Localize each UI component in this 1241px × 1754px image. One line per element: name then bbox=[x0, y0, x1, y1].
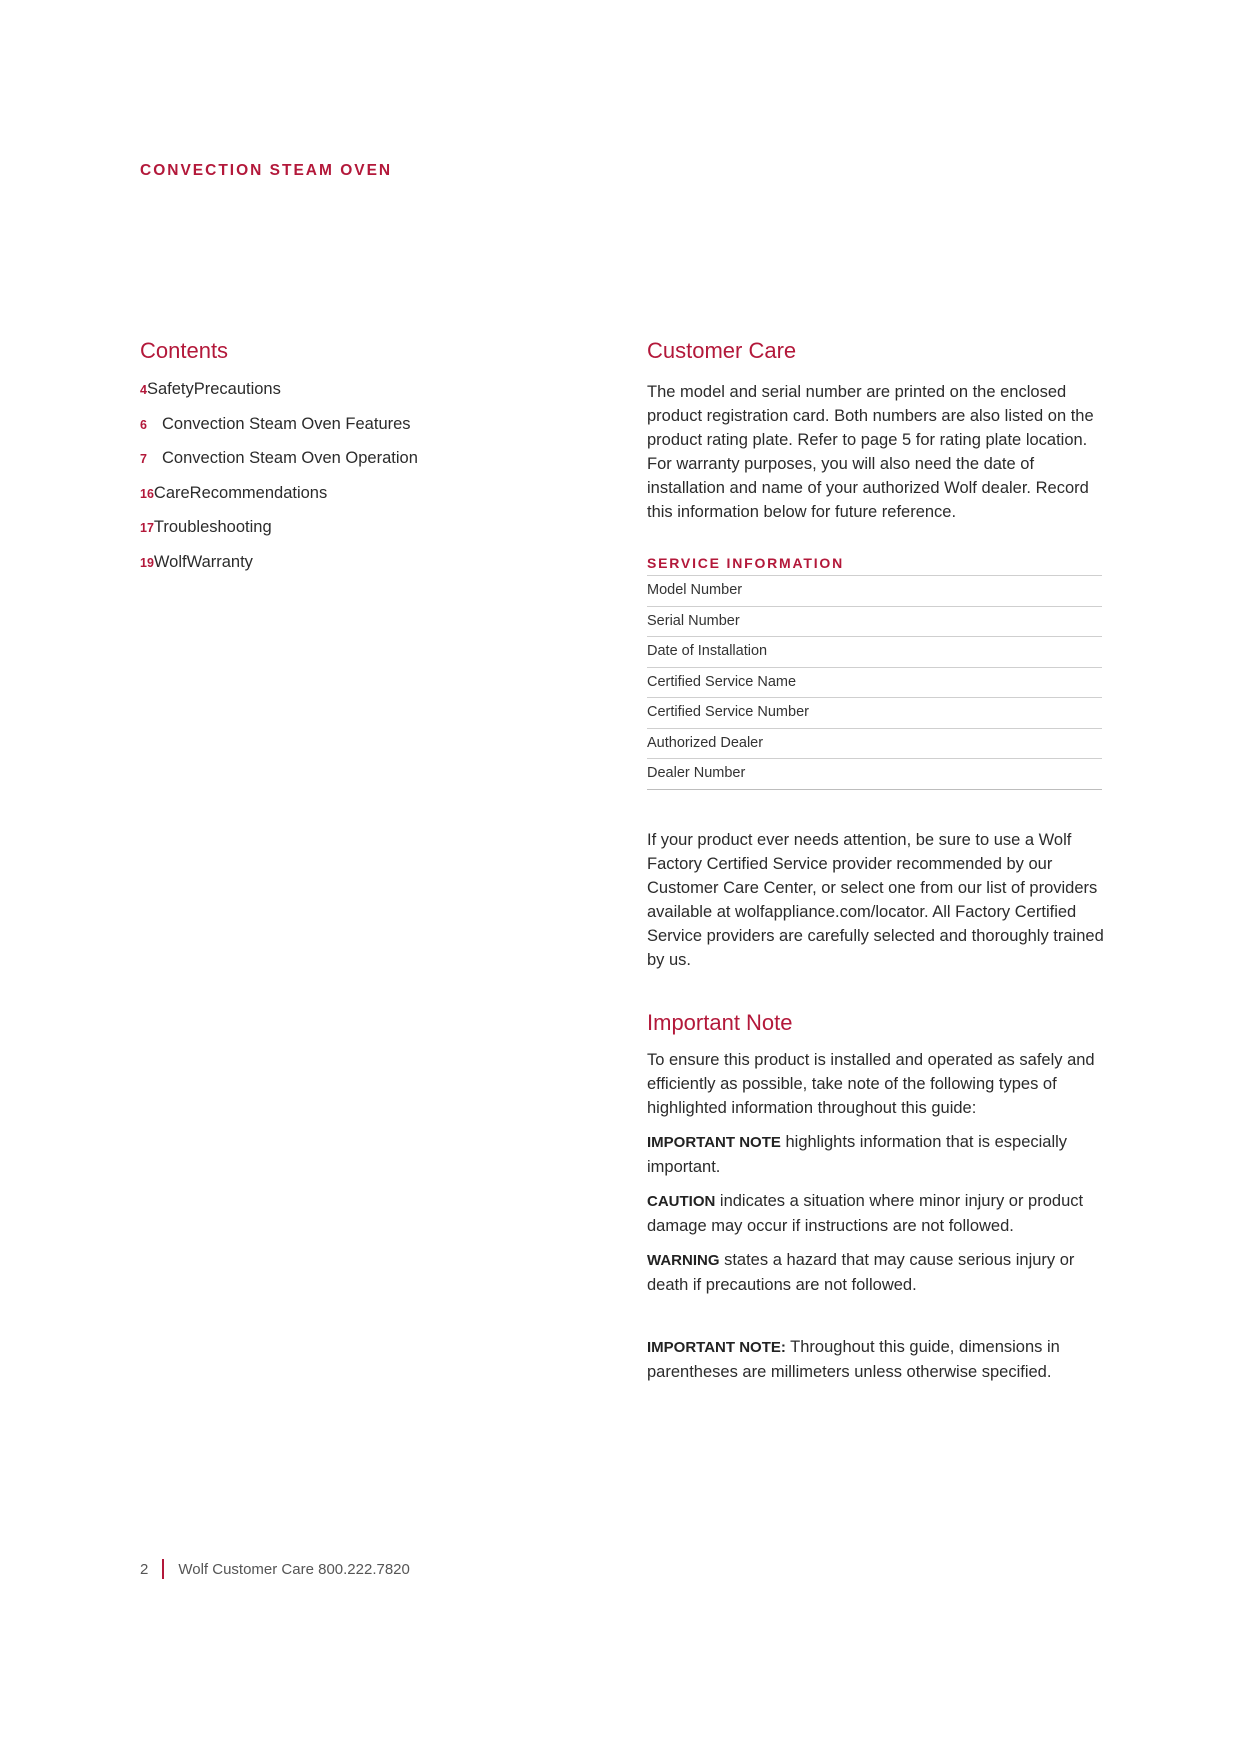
toc-label: CareRecommendations bbox=[153, 483, 328, 502]
running-head: CONVECTION STEAM OVEN bbox=[140, 162, 393, 179]
service-field-certified-service-name[interactable]: Certified Service Name bbox=[647, 668, 1102, 699]
definition-text: Throughout this guide, dimensions in parentheses are millimeters unless otherwise specified. bbox=[647, 1337, 1060, 1381]
service-field-certified-service-number[interactable]: Certified Service Number bbox=[647, 698, 1102, 729]
toc-page-number: 19 bbox=[140, 555, 154, 570]
contents-list bbox=[140, 380, 560, 587]
definition-term: IMPORTANT NOTE bbox=[647, 1133, 781, 1151]
page-footer bbox=[140, 1559, 410, 1579]
toc-item[interactable] bbox=[140, 518, 560, 553]
definition-text: states a hazard that may cause serious injury or death if precautions are not followed. bbox=[647, 1250, 1075, 1294]
page-number: 2 bbox=[140, 1560, 149, 1578]
toc-page-number: 6 bbox=[140, 417, 147, 432]
toc-item[interactable] bbox=[140, 449, 560, 484]
customer-care-intro: The model and serial number are printed on the enclosed product registration card. Both numbers are also listed on the product rating plate. Refer to page 5 for rating plate location. For warranty purposes, you will also need the date of installation and name of your authorized Wolf dealer. Record this information below for future reference. bbox=[647, 383, 1094, 521]
customer-care-section bbox=[647, 338, 1107, 1384]
toc-item[interactable] bbox=[140, 380, 560, 415]
definition-caution bbox=[647, 1189, 1107, 1238]
toc-label: Convection Steam Oven Features bbox=[162, 414, 411, 433]
toc-page-number: 16 bbox=[140, 486, 154, 501]
important-note-title: Important Note bbox=[647, 1009, 793, 1035]
contents-title: Contents bbox=[140, 338, 229, 363]
toc-page-number: 4 bbox=[140, 383, 147, 397]
toc-label: Convection Steam Oven Operation bbox=[162, 449, 418, 467]
service-field-authorized-dealer[interactable]: Authorized Dealer bbox=[647, 729, 1102, 760]
customer-care-title: Customer Care bbox=[647, 338, 797, 363]
service-field-date-of-installation[interactable]: Date of Installation bbox=[647, 637, 1102, 668]
toc-item[interactable] bbox=[140, 484, 560, 519]
definition-text: highlights information that is especially important. bbox=[647, 1132, 1068, 1176]
toc-label: Troubleshooting bbox=[153, 518, 272, 536]
toc-page-number: 7 bbox=[140, 452, 147, 466]
dimensions-note bbox=[647, 1335, 1107, 1384]
service-field-dealer-number[interactable]: Dealer Number bbox=[647, 759, 1102, 790]
toc-label: SafetyPrecautions bbox=[146, 380, 281, 398]
definition-term: CAUTION bbox=[647, 1192, 716, 1210]
footer-contact: Wolf Customer Care 800.222.7820 bbox=[178, 1560, 410, 1578]
definition-term: IMPORTANT NOTE: bbox=[647, 1338, 786, 1356]
definition-warning bbox=[647, 1248, 1107, 1297]
customer-care-followup: If your product ever needs attention, be sure to use a Wolf Factory Certified Service provider recommended by our Customer Care Center, or select one from our list of providers available at wolfappliance.com/locator. All Factory Certified Service providers are carefully selected and thoroughly trained by us. bbox=[647, 830, 1104, 969]
toc-label: WolfWarranty bbox=[153, 552, 253, 571]
contents-section bbox=[140, 338, 560, 587]
important-note-intro: To ensure this product is installed and operated as safely and efficiently as possible, take note of the following types of highlighted information throughout this guide: bbox=[647, 1050, 1095, 1117]
toc-item[interactable] bbox=[140, 553, 560, 588]
service-information-table bbox=[647, 575, 1102, 790]
footer-divider bbox=[162, 1559, 164, 1579]
service-field-serial-number[interactable]: Serial Number bbox=[647, 607, 1102, 638]
toc-item[interactable] bbox=[140, 415, 560, 450]
definition-term: WARNING bbox=[647, 1251, 720, 1269]
service-field-model-number[interactable]: Model Number bbox=[647, 576, 1102, 607]
service-information-title: SERVICE INFORMATION bbox=[647, 555, 845, 571]
definition-text: indicates a situation where minor injury or product damage may occur if instructions are not followed. bbox=[647, 1191, 1084, 1235]
definition-important-note bbox=[647, 1130, 1107, 1179]
toc-page-number: 17 bbox=[140, 521, 154, 535]
